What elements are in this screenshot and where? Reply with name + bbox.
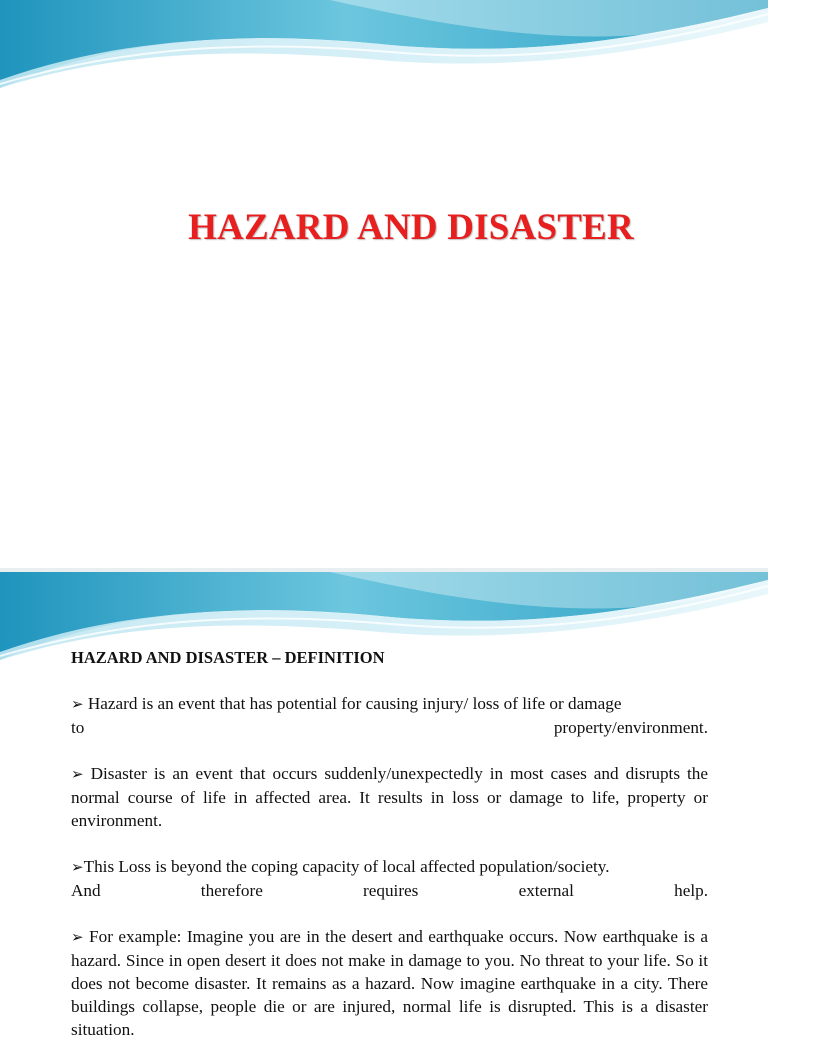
loss-word: therefore (200, 881, 263, 900)
arrow-bullet-icon: ➢ (71, 765, 84, 783)
loss-word: And (71, 881, 101, 900)
arrow-bullet-icon: ➢ (71, 928, 84, 946)
slide-title: HAZARD AND DISASTER (188, 207, 634, 248)
hazard-text-line1: Hazard is an event that has potential for causing injury/ loss of life or damage (87, 694, 622, 713)
hazard-text-line2-right: property/environment. (553, 718, 708, 737)
wave-header-decoration (0, 0, 768, 90)
loss-point-continuation (71, 879, 708, 902)
hazard-text-line2-left: to (71, 718, 85, 737)
definition-content (71, 646, 708, 1064)
disaster-text: Disaster is an event that occurs suddenly/unexpectedly in most cases and disrupts the normal course of life in affected area. It results in loss or damage to life, property or environment. (71, 764, 708, 830)
loss-point (71, 855, 708, 879)
hazard-point-continuation (71, 716, 708, 739)
arrow-bullet-icon: ➢ (71, 858, 84, 876)
loss-text-line1: This Loss is beyond the coping capacity of local affected population/society. (83, 857, 610, 876)
loss-word: help. (674, 881, 708, 900)
disaster-point (71, 762, 708, 832)
loss-word: external (518, 881, 574, 900)
section-heading: HAZARD AND DISASTER – DEFINITION (71, 648, 385, 667)
hazard-point (71, 692, 708, 716)
definition-slide (0, 572, 768, 1039)
arrow-bullet-icon: ➢ (71, 695, 84, 713)
loss-word: requires (363, 881, 419, 900)
example-point (71, 925, 708, 1041)
example-text: For example: Imagine you are in the desert and earthquake occurs. Now earthquake is a hazard. Since in open desert it does not make in damage to you. No threat to your life. So it does not become disaster. It remains as a hazard. Now imagine earthquake in a city. There buildings collapse, people die or are injured, normal life is disrupted. This is a disaster situation. (71, 927, 709, 1039)
